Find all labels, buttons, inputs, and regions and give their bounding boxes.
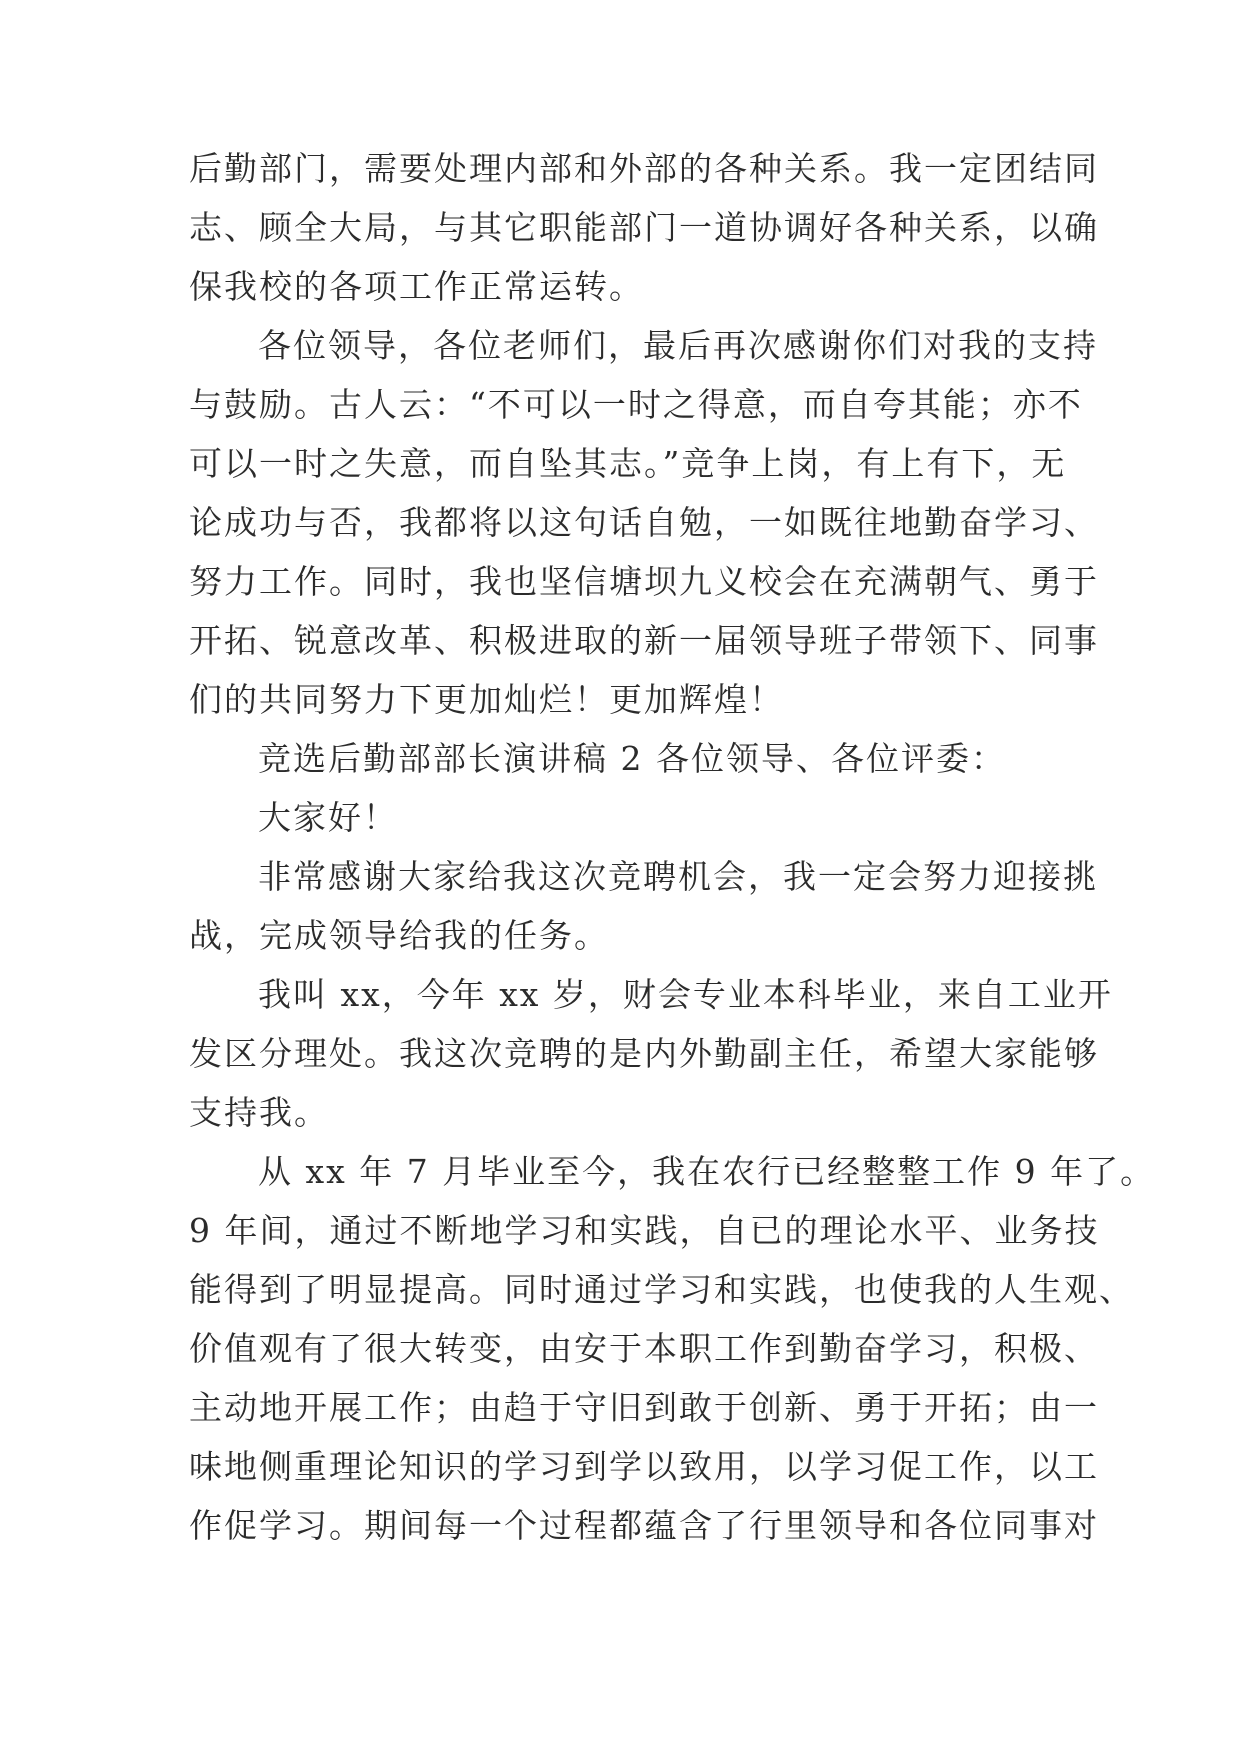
text-line: 价值观有了很大转变，由安于本职工作到勤奋学习，积极、 <box>189 1329 1099 1368</box>
text-line: 发区分理处。我这次竞聘的是内外勤副主任，希望大家能够 <box>189 1034 1099 1073</box>
text-line: 开拓、锐意改革、积极进取的新一届领导班子带领下、同事 <box>189 621 1099 660</box>
text-line: 可以一时之失意，而自坠其志。”竞争上岗，有上有下，无 <box>189 444 1067 483</box>
paragraph-first-line: 我叫 xx，今年 xx 岁，财会专业本科毕业，来自工业开 <box>258 975 1113 1014</box>
text-line: 9 年间，通过不断地学习和实践，自已的理论水平、业务技 <box>189 1211 1100 1250</box>
text-line: 支持我。 <box>189 1093 329 1132</box>
paragraph-first-line: 各位领导，各位老师们，最后再次感谢你们对我的支持 <box>258 326 1098 365</box>
text-line: 志、顾全大局，与其它职能部门一道协调好各种关系，以确 <box>189 208 1099 247</box>
paragraph-first-line: 从 xx 年 7 月毕业至今，我在农行已经整整工作 9 年了。 <box>258 1152 1156 1191</box>
text-line: 战，完成领导给我的任务。 <box>189 916 609 955</box>
text-line: 与鼓励。古人云：“不可以一时之得意，而自夸其能；亦不 <box>189 385 1083 424</box>
greeting: 大家好！ <box>258 798 398 837</box>
section-heading: 竞选后勤部部长演讲稿 2 各位领导、各位评委： <box>258 739 1006 778</box>
text-line: 能得到了明显提高。同时通过学习和实践，也使我的人生观、 <box>189 1270 1134 1309</box>
paragraph-first-line: 非常感谢大家给我这次竞聘机会，我一定会努力迎接挑 <box>258 857 1098 896</box>
text-line: 论成功与否，我都将以这句话自勉，一如既往地勤奋学习、 <box>189 503 1099 542</box>
text-line: 努力工作。同时，我也坚信塘坝九义校会在充满朝气、勇于 <box>189 562 1099 601</box>
text-line: 味地侧重理论知识的学习到学以致用，以学习促工作，以工 <box>189 1447 1099 1486</box>
text-line: 保我校的各项工作正常运转。 <box>189 267 644 306</box>
text-line: 主动地开展工作；由趋于守旧到敢于创新、勇于开拓；由一 <box>189 1388 1099 1427</box>
text-line: 作促学习。期间每一个过程都蕴含了行里领导和各位同事对 <box>189 1506 1099 1545</box>
text-line: 们的共同努力下更加灿烂！更加辉煌！ <box>189 680 784 719</box>
text-line: 后勤部门，需要处理内部和外部的各种关系。我一定团结同 <box>189 149 1099 188</box>
